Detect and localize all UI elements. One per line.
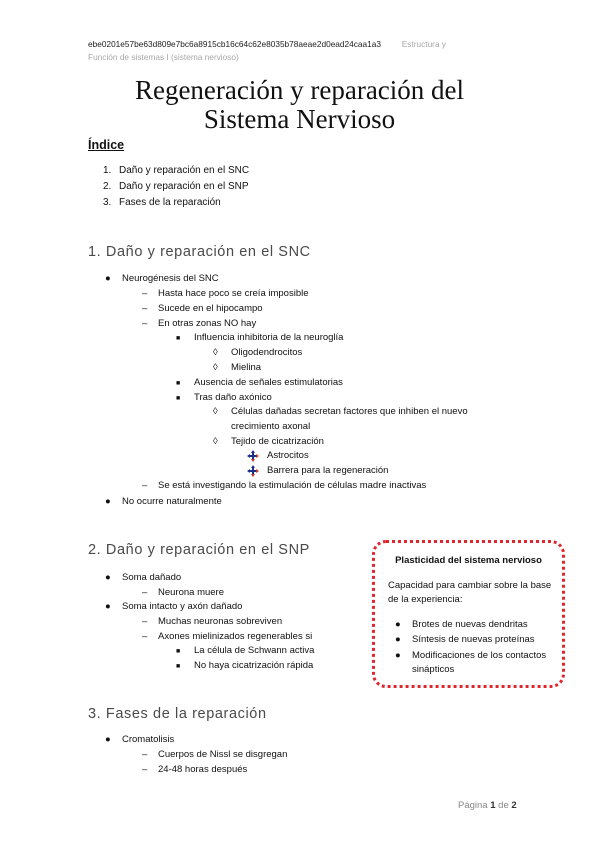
document-header [88,38,528,64]
square-bullet-icon: ■ [176,663,181,670]
four-way-arrow-icon [247,450,259,462]
list-item: ■ Ausencia de señales estimulatorias [176,377,343,388]
dash-icon: – [142,288,148,299]
dash-icon: – [142,303,148,314]
index-item-number: 1. [103,165,112,176]
list-item: ● Neurogénesis del SNC [105,273,219,284]
list-item: Barrera para la regeneración [267,465,388,477]
plasticity-callout-box [372,540,565,688]
bullet-icon: ● [105,572,111,583]
list-item: ◊ Células dañadas secretan factores que inhiben el nuevo [213,406,468,417]
bullet-icon: ● [395,619,401,630]
callout-list-item: ● Síntesis de nuevas proteínas [395,634,535,645]
callout-body: Capacidad para cambiar sobre la base de la experiencia: [388,580,552,605]
list-item: – Sucede en el hipocampo [142,303,263,314]
list-item: ■ La célula de Schwann activa [176,645,315,656]
list-item-continuation: crecimiento axonal [231,421,311,432]
diamond-bullet-icon: ◊ [213,362,218,373]
bullet-icon: ● [105,734,111,745]
list-item: – Neurona muere [142,587,225,598]
bullet-icon: ● [105,496,111,507]
index-item-text: Daño y reparación en el SNC [119,165,250,176]
square-bullet-icon: ■ [176,395,181,402]
list-item: ■ No haya cicatrización rápida [176,660,314,671]
subject-name-line1: Estructura y [401,39,447,49]
index-item [88,181,249,192]
list-item: Astrocitos [267,450,309,462]
section-heading-2: 2. Daño y reparación en el SNP [88,542,310,558]
diamond-bullet-icon: ◊ [213,406,218,417]
list-item: ● Cromatolisis [105,734,175,745]
bullet-icon: ● [395,650,401,661]
index-item-number: 3. [103,197,112,208]
index-item-text: Daño y reparación en el SNP [119,181,249,192]
list-item: – Axones mielinizados regenerables si [142,631,313,642]
index-item-text: Fases de la reparación [119,197,221,208]
document-hash: ebe0201e57be63d809e7bc6a8915cb16c64c62e8035b78aeae2d0ead24caa1a3 [88,39,381,49]
document-title [0,76,599,134]
callout-title: Plasticidad del sistema nervioso [395,555,542,566]
bullet-icon: ● [395,634,401,645]
list-item: – Se está investigando la estimulación de células madre inactivas [142,480,427,491]
list-item: ● Soma intacto y axón dañado [105,601,243,612]
dash-icon: – [142,616,148,627]
index-item-number: 2. [103,181,112,192]
section-heading-1: 1. Daño y reparación en el SNC [88,244,311,260]
bullet-icon: ● [105,601,111,612]
diamond-bullet-icon: ◊ [213,436,218,447]
list-item: – En otras zonas NO hay [142,318,257,329]
list-item: ■ Influencia inhibitoria de la neuroglía [176,332,344,343]
square-bullet-icon: ■ [176,335,181,342]
index-item [88,165,249,176]
four-way-arrow-icon [247,465,259,477]
dash-icon: – [142,749,148,760]
dash-icon: – [142,480,148,491]
list-item: ■ Tras daño axónico [176,392,272,403]
list-item: – 24-48 horas después [142,764,248,775]
list-item: ● Soma dañado [105,572,182,583]
dash-icon: – [142,587,148,598]
list-item: – Muchas neuronas sobreviven [142,616,283,627]
dash-icon: – [142,631,148,642]
list-item: ◊ Mielina [213,362,262,373]
subject-name-line2: Función de sistemas I (sistema nervioso) [88,52,239,62]
section-heading-3: 3. Fases de la reparación [88,706,267,722]
list-item: – Hasta hace poco se creía imposible [142,288,309,299]
page-number: Página 1 de 2 [458,800,517,811]
callout-list-item: ● Modificaciones de los contactos sinápticos [395,650,547,675]
title-line1: Regeneración y reparación del [134,75,465,105]
dash-icon: – [142,318,148,329]
list-item: ● No ocurre naturalmente [105,496,222,507]
list-item: – Cuerpos de Nissl se disgregan [142,749,288,760]
diamond-bullet-icon: ◊ [213,347,218,358]
index-heading: Índice [88,138,125,152]
list-item: ◊ Tejido de cicatrización [213,436,324,447]
dash-icon: – [142,764,148,775]
square-bullet-icon: ■ [176,648,181,655]
title-line2: Sistema Nervioso [203,104,396,134]
bullet-icon: ● [105,273,111,284]
index-item [88,197,221,208]
list-item: ◊ Oligodendrocitos [213,347,303,358]
square-bullet-icon: ■ [176,380,181,387]
callout-list-item: ● Brotes de nuevas dendritas [395,619,528,630]
